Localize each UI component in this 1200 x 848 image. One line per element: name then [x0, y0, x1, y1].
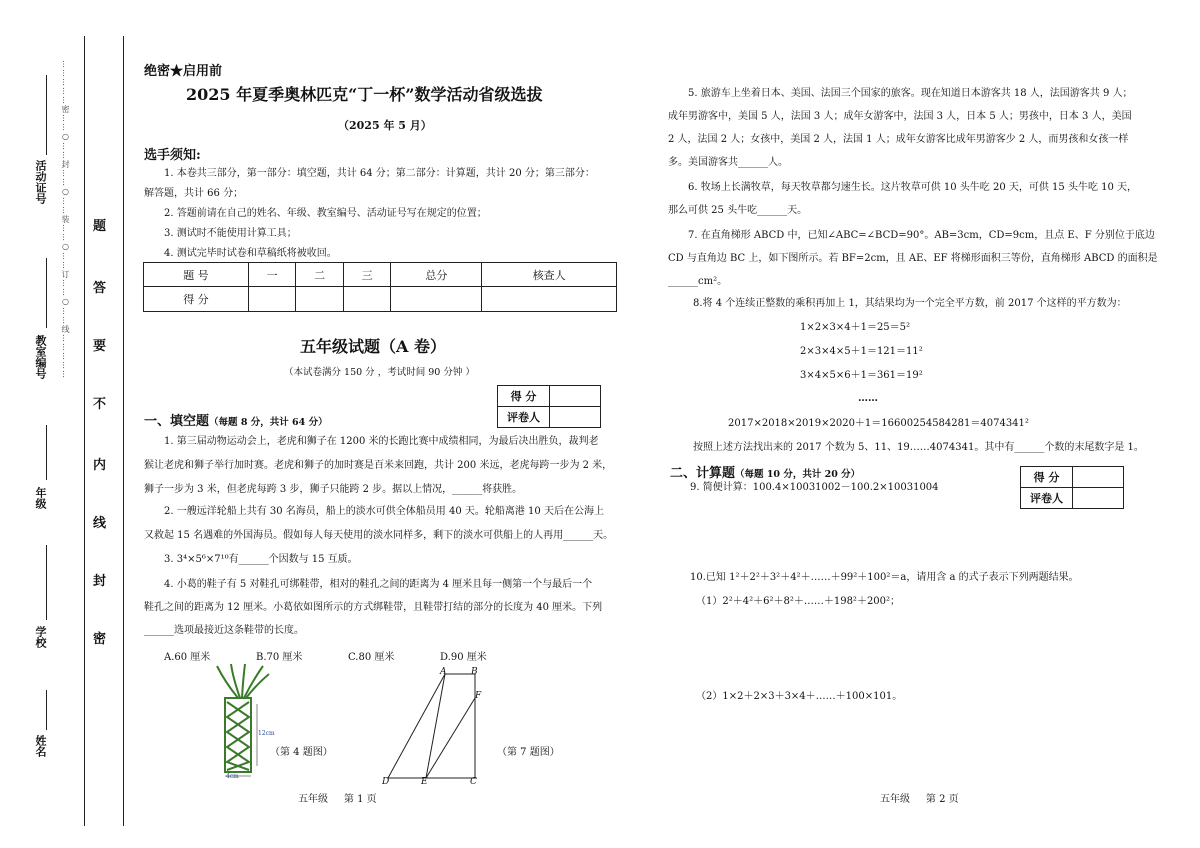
- score-table-header: 一: [248, 263, 295, 287]
- notice-item-4: 4. 测试完毕时试卷和草稿纸将被收回。: [164, 248, 337, 259]
- grader-name-cell[interactable]: [1073, 488, 1124, 509]
- shoelace-figure: [205, 662, 285, 782]
- notice-item-1: 1. 本卷共三部分，第一部分：填空题，共计 64 分；第二部分：计算题，共计 20 分；第三部分：: [164, 168, 595, 179]
- q5-line: 成年男游客中，美国 5 人，法国 3 人；成年女游客中，法国 3 人，日本 5 人；男孩中，日本 3 人，美国: [668, 111, 1132, 122]
- fig4-caption: （第 4 题图）: [270, 747, 333, 758]
- grader-score-label: 得 分: [1021, 467, 1073, 488]
- q4-line: ______选项最接近这条鞋带的长度。: [144, 625, 304, 636]
- q6-line: 那么可供 25 头牛吃______天。: [668, 205, 808, 216]
- score-cell[interactable]: [296, 287, 343, 312]
- grader-name-label: 评卷人: [498, 407, 550, 428]
- section2-title: [670, 462, 860, 481]
- grader-score-cell[interactable]: [550, 386, 601, 407]
- field-school-line: [46, 545, 47, 620]
- footer-right: [880, 792, 959, 808]
- option-c[interactable]: C.80 厘米: [348, 652, 395, 663]
- field-classroom-id[interactable]: 教室编号: [34, 335, 47, 379]
- footer-right-grade: 五年级: [880, 794, 910, 805]
- notice-item-3: 3. 测试时不能使用计算工具；: [164, 228, 297, 239]
- score-cell[interactable]: [343, 287, 390, 312]
- fig7-label-c: C: [470, 777, 477, 787]
- field-classroom-id-line: [46, 258, 47, 328]
- q8-formula-1: 1×2×3×4＋1＝25＝5²: [800, 322, 911, 333]
- sealed-line: ……………密……○……封……○……装……○……订……○……线……………: [61, 60, 70, 379]
- score-table-header: 二: [296, 263, 343, 287]
- question-1: [144, 430, 624, 502]
- fig7-label-b: B: [471, 667, 478, 677]
- option-a[interactable]: A.60 厘米: [164, 652, 211, 663]
- q6-line: 6. 牧场上长满牧草，每天牧草都匀速生长。这片牧草可供 10 头牛吃 20 天，可供 15 头牛吃 10 天，: [688, 182, 1138, 193]
- q7-line: ______cm²。: [668, 276, 728, 287]
- grade-exam-title: 五年级试题（A 卷）: [300, 337, 446, 356]
- binding-line-1: [84, 36, 85, 826]
- footer-left-page: 第 1 页: [343, 794, 377, 805]
- q7-line: 7. 在直角梯形 ABCD 中，已知∠ABC=∠BCD=90°。AB=3cm，CD=9cm，且点 E、F 分别位于底边: [688, 230, 1155, 241]
- seal-char-3: 要: [93, 339, 107, 354]
- field-grade-line: [46, 425, 47, 480]
- question-2: [144, 500, 624, 548]
- score-table-header: 三: [343, 263, 390, 287]
- seal-char-7: 封: [93, 574, 107, 589]
- q1-line: 猴让老虎和狮子举行加时赛。老虎和狮子的加时赛是百米来回跑，共计 200 米远，老虎每跨一步为 2 米，: [144, 460, 613, 471]
- question-10-1: （1）2²＋4²＋6²＋8²＋……＋198²＋200²；: [696, 596, 901, 607]
- secret-mark: 绝密★启用前: [144, 64, 223, 79]
- q2-line: 2. 一艘远洋轮船上共有 30 名海员，船上的淡水可供全体船员用 40 天。轮船离港 10 天后在公海上: [164, 506, 604, 517]
- binding-strip: [0, 0, 126, 848]
- section1-title-text: 一、填空题: [144, 414, 210, 429]
- grader-score-cell[interactable]: [1073, 467, 1124, 488]
- score-table: [143, 262, 617, 312]
- exam-date: （2025 年 5 月）: [338, 119, 432, 132]
- section1-note: （每题 8 分，共计 64 分）: [209, 417, 328, 428]
- notice-item-1b: 解答题，共计 66 分；: [144, 188, 244, 199]
- field-activity-id-line: [46, 75, 47, 155]
- q5-line: 2 人，法国 2 人；女孩中，美国 2 人，法国 1 人；成年女游客比成年男游客少 2 人，而男孩和女孩一样: [668, 134, 1129, 145]
- exam-subtitle: （本试卷满分 150 分 ，考试时间 90 分钟 ）: [284, 367, 475, 378]
- q4-line: 鞋孔之间的距离为 12 厘米。小葛依如图所示的方式绑鞋带，且鞋带打结的部分的长度为 40 厘米。下列: [144, 602, 603, 613]
- q5-line: 多。美国游客共______人。: [668, 157, 788, 168]
- fig4-width-label: 4cm: [226, 773, 239, 780]
- score-table-header: 总分: [391, 263, 482, 287]
- seal-char-8: 密: [93, 632, 107, 647]
- seal-char-6: 线: [93, 516, 107, 531]
- fig7-caption: （第 7 题图）: [497, 747, 560, 758]
- q7-line: CD 与直角边 BC 上，如下图所示。若 BF=2cm，且 AE、EF 将梯形面积三等份，直角梯形 ABCD 的面积是: [668, 253, 1158, 264]
- fig4-height-label: 12cm: [258, 730, 275, 737]
- grader-name-cell[interactable]: [550, 407, 601, 428]
- seal-char-2: 答: [93, 281, 107, 296]
- grader-name-label: 评卷人: [1021, 488, 1073, 509]
- q5-line: 5. 旅游车上坐着日本、美国、法国三个国家的旅客。现在知道日本游客共 18 人，法国游客共 9 人；: [688, 88, 1133, 99]
- footer-left-grade: 五年级: [298, 794, 328, 805]
- grader-box-2: [1020, 466, 1124, 509]
- section1-title: [144, 410, 328, 429]
- question-3: 3. 3⁴×5⁶×7¹⁰有______个因数与 15 互质。: [164, 554, 358, 565]
- q2-line: 又救起 15 名遇难的外国海员。假如每人每天使用的淡水同样多，剩下的淡水可供船上的人再用______天。: [144, 530, 614, 541]
- seal-char-4: 不: [93, 397, 107, 412]
- question-5: [668, 82, 1168, 174]
- score-cell[interactable]: [248, 287, 295, 312]
- footer-right-page: 第 2 页: [925, 794, 959, 805]
- question-10: 10.已知 1²＋2²＋3²＋4²＋……＋99²＋100²＝a，请用含 a 的式子表示下列两题结果。: [690, 572, 1079, 583]
- seal-char-1: 题: [93, 219, 107, 234]
- question-8-intro: 8.将 4 个连续正整数的乘积再加上 1，其结果均为一个完全平方数，前 2017 个这样的平方数为：: [693, 298, 1127, 309]
- notice-heading: 选手须知:: [144, 148, 201, 163]
- option-d[interactable]: D.90 厘米: [440, 652, 487, 663]
- score-table-header: 题 号: [144, 263, 249, 287]
- fig7-label-a: A: [440, 667, 447, 677]
- section2-note: （每题 10 分，共计 20 分）: [735, 469, 861, 480]
- score-cell[interactable]: [391, 287, 482, 312]
- grader-box-1: [497, 385, 601, 428]
- field-school[interactable]: 学校: [34, 626, 47, 648]
- binding-line-2: [123, 36, 124, 826]
- fig7-label-f: F: [475, 691, 482, 701]
- question-10-2: （2）1×2＋2×3＋3×4＋……＋100×101。: [696, 691, 903, 702]
- score-table-header: 核查人: [482, 263, 617, 287]
- question-4: [144, 573, 624, 642]
- q8-ellipsis: ……: [858, 393, 878, 404]
- question-6: [668, 176, 1168, 222]
- option-b[interactable]: B.70 厘米: [256, 652, 303, 663]
- section2-title-text: 二、计算题: [670, 466, 736, 481]
- field-name-line: [46, 690, 47, 730]
- q8-end: 按照上述方法找出来的 2017 个数为 5、11、19……4074341。其中有______个数的末尾数字是 1。: [693, 442, 1144, 453]
- q8-formula-3: 3×4×5×6＋1＝361＝19²: [800, 370, 923, 381]
- notice-item-2: 2. 答题前请在自己的姓名、年级、教室编号、活动证号写在规定的位置；: [164, 208, 487, 219]
- exam-title: 2025 年夏季奥林匹克“丁一杯”数学活动省级选拔: [186, 85, 543, 104]
- fig7-label-d: D: [382, 777, 390, 787]
- q1-line: 狮子一步为 3 米，但老虎每跨 3 步，狮子只能跨 2 步。据以上情况，______将获胜。: [144, 484, 523, 495]
- field-activity-id[interactable]: 活动证号: [34, 160, 47, 204]
- q4-line: 4. 小葛的鞋子有 5 对鞋孔可绑鞋带，相对的鞋孔之间的距离为 4 厘米且每一侧第一个与最后一个: [164, 579, 593, 590]
- seal-char-5: 内: [93, 458, 107, 473]
- q8-formula-2: 2×3×4×5＋1＝121＝11²: [800, 346, 923, 357]
- fig7-label-e: E: [421, 777, 428, 787]
- trapezoid-figure: [378, 668, 488, 786]
- question-9: 9. 简便计算：100.4×10031002－100.2×10031004: [690, 482, 939, 493]
- q1-line: 1. 第三届动物运动会上，老虎和狮子在 1200 米的长跑比赛中成绩相同，为最后决出胜负，裁判老: [164, 436, 599, 447]
- score-cell[interactable]: [482, 287, 617, 312]
- grader-score-label: 得 分: [498, 386, 550, 407]
- q8-formula-4: 2017×2018×2019×2020＋1＝16600254584281＝4074341²: [728, 418, 1029, 429]
- field-name[interactable]: 姓名: [34, 735, 47, 757]
- field-grade[interactable]: 年级: [34, 487, 47, 509]
- question-7: [668, 224, 1168, 293]
- score-row-label: 得 分: [144, 287, 249, 312]
- footer-left: [298, 792, 377, 808]
